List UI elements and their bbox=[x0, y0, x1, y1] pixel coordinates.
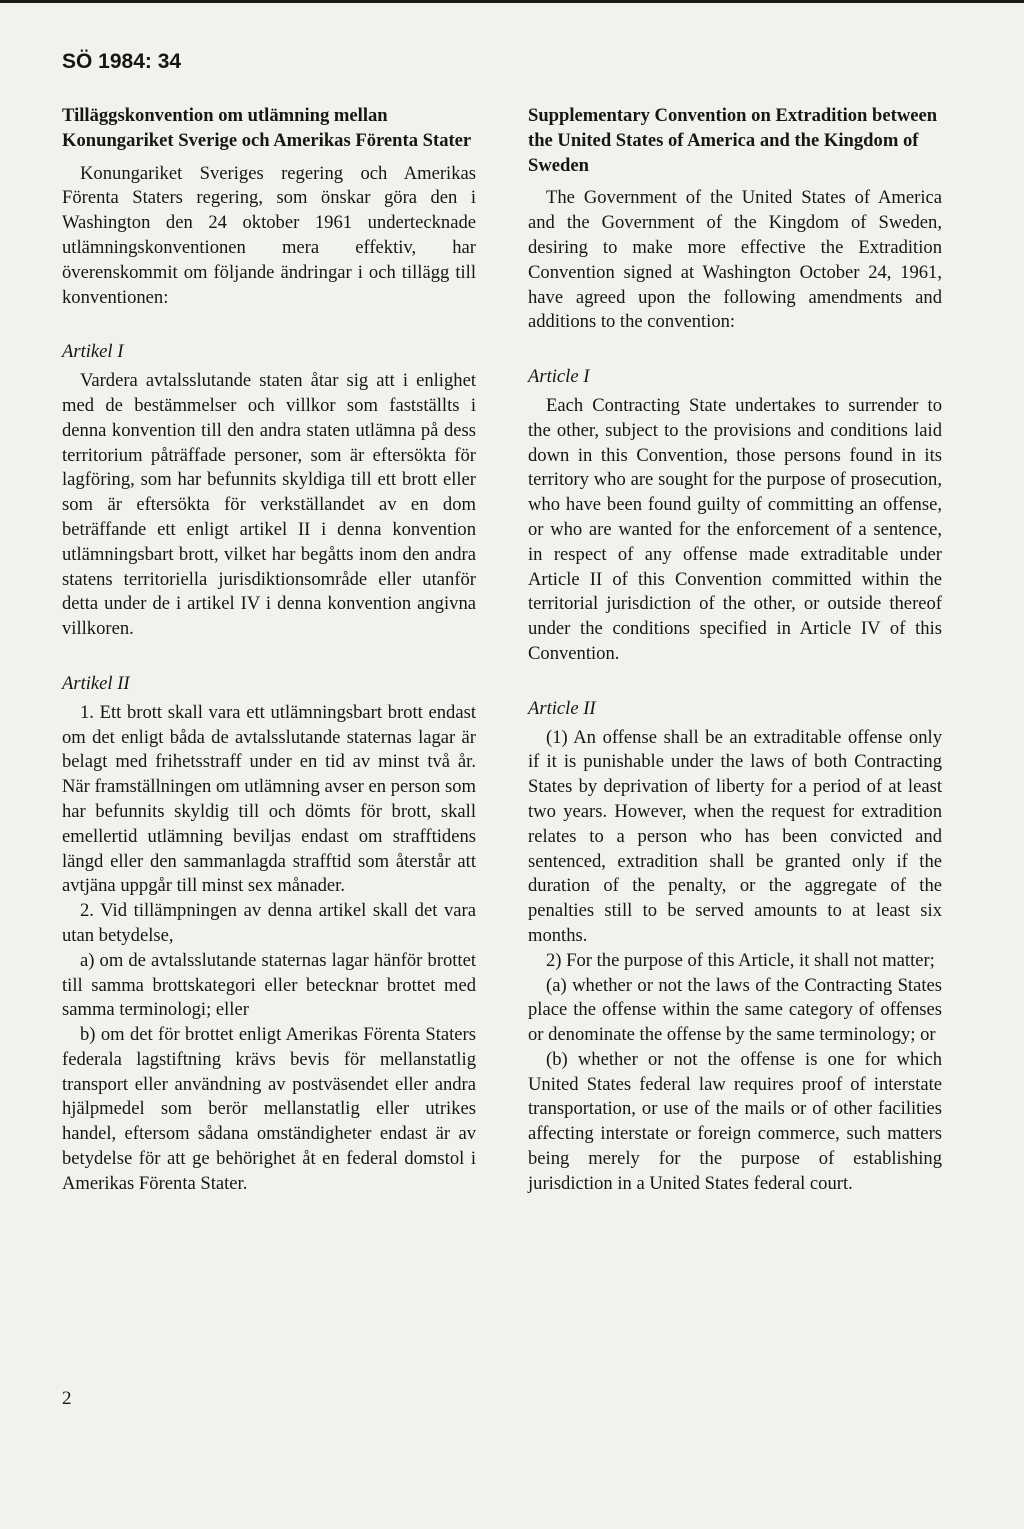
top-rule bbox=[0, 0, 1024, 3]
english-article2-para-b: (b) whether or not the offense is one for which United States federal law requires proof of interstate transportation, or use of the mails or of other facilities affecting interstate or foreign commerce, such matters being merely for the purpose of establishing jurisdiction in a United States federal court. bbox=[528, 1048, 942, 1194]
swedish-article2-heading: Artikel II bbox=[62, 672, 130, 694]
english-column bbox=[528, 104, 942, 1197]
swedish-article2-para-b: b) om det för brottet enligt Amerikas Förenta Staters federala lagstiftning krävs bevis för mellanstatlig transport eller användning av postväsendet eller andra hjälpmedel som berör mellanstatlig eller utrikes handel, eftersom sådana omständigheter endast är av betydelse för att ge behörighet åt en federal domstol i Amerikas Förenta Stater. bbox=[62, 1024, 476, 1194]
english-article1-heading: Article I bbox=[528, 366, 590, 388]
swedish-intro: Konungariket Sveriges regering och Amerikas Förenta Staters regering, som önskar göra den i Washington den 24 oktober 1961 undertecknade utlämningskonventionen mera effektiv, har överenskommit om följande ändringar i och tillägg till konventionen: bbox=[62, 162, 476, 308]
swedish-article1-heading: Artikel I bbox=[62, 341, 124, 363]
document-reference: SÖ 1984: 34 bbox=[62, 50, 182, 73]
english-article2-para-a: (a) whether or not the laws of the Contracting States place the offense within the same category of offenses or denominate the offense by the same terminology; or bbox=[528, 974, 942, 1046]
english-intro: The Government of the United States of America and the Government of the Kingdom of Sweden, desiring to make more effective the Extradition Convention signed at Washington October 24, 1961, have agreed upon the following amendments and additions to the convention: bbox=[528, 187, 942, 333]
swedish-title: Tilläggskonvention om utlämning mellan Konungariket Sverige och Amerikas Förenta Stater bbox=[62, 105, 472, 151]
swedish-article2-para2: 2. Vid tillämpningen av denna artikel skall det vara utan betydelse, bbox=[62, 900, 476, 946]
swedish-article2-para1: 1. Ett brott skall vara ett utlämningsbart brott endast om det enligt båda de avtalsslutande staternas lagar är belagt med frihetsstraff under en tid av minst två år. När framställningen om utlämning avser en person som har befunnits skyldig till och dömts för brott, skall emellertid utlämning beviljas endast om strafftidens längd eller den sammanlagda strafftid som återstår att avtjäna uppgår till minst sex månader. bbox=[62, 701, 476, 897]
english-article2-para1: (1) An offense shall be an extraditable offense only if it is punishable under the laws of both Contracting States by deprivation of liberty for a period of at least two years. However, when the request for extradition relates to a person who has been convicted and sentenced, extradition shall be granted only if the duration of the penalty, or the aggregate of the penalties still to be served amounts to at least six months. bbox=[528, 726, 942, 946]
english-article1-text: Each Contracting State undertakes to surrender to the other, subject to the provisions and conditions laid down in this Convention, those persons found in its territory who are sought for the purpose of prosecution, who have been found guilty of committing an offense, or who are wanted for the enforcement of a sentence, in respect of any offense made extraditable under Article II of this Convention committed within the territorial jurisdiction of the other, or outside thereof under the conditions specified in Article IV of this Convention. bbox=[528, 394, 942, 664]
swedish-article2-para-a: a) om de avtalsslutande staternas lagar hänför brottet till samma brottskategori eller betecknar brottet med samma terminologi; eller bbox=[62, 949, 476, 1021]
page-number: 2 bbox=[62, 1388, 72, 1409]
english-article2-para2: 2) For the purpose of this Article, it shall not matter; bbox=[546, 949, 935, 971]
english-title: Supplementary Convention on Extradition between the United States of America and the Kingdom of Sweden bbox=[528, 105, 938, 176]
swedish-article1-text: Vardera avtalsslutande staten åtar sig att i enlighet med de bestämmelser och villkor som fastställts i denna konvention till den andra staten utlämna på dess territorium påträffade personer, som är eftersökta för lagföring, som har befunnits skyldiga till ett brott eller som är eftersökta för verkställandet av en dom beträffande ett enligt artikel II i denna konvention utlämningsbart brott, vilket har begåtts inom den andra statens territoriella jurisdiktionsområde eller utanför detta under de i artikel IV i denna konvention angivna villkoren. bbox=[62, 370, 476, 640]
swedish-column bbox=[62, 104, 476, 1197]
english-article2-heading: Article II bbox=[528, 697, 596, 719]
